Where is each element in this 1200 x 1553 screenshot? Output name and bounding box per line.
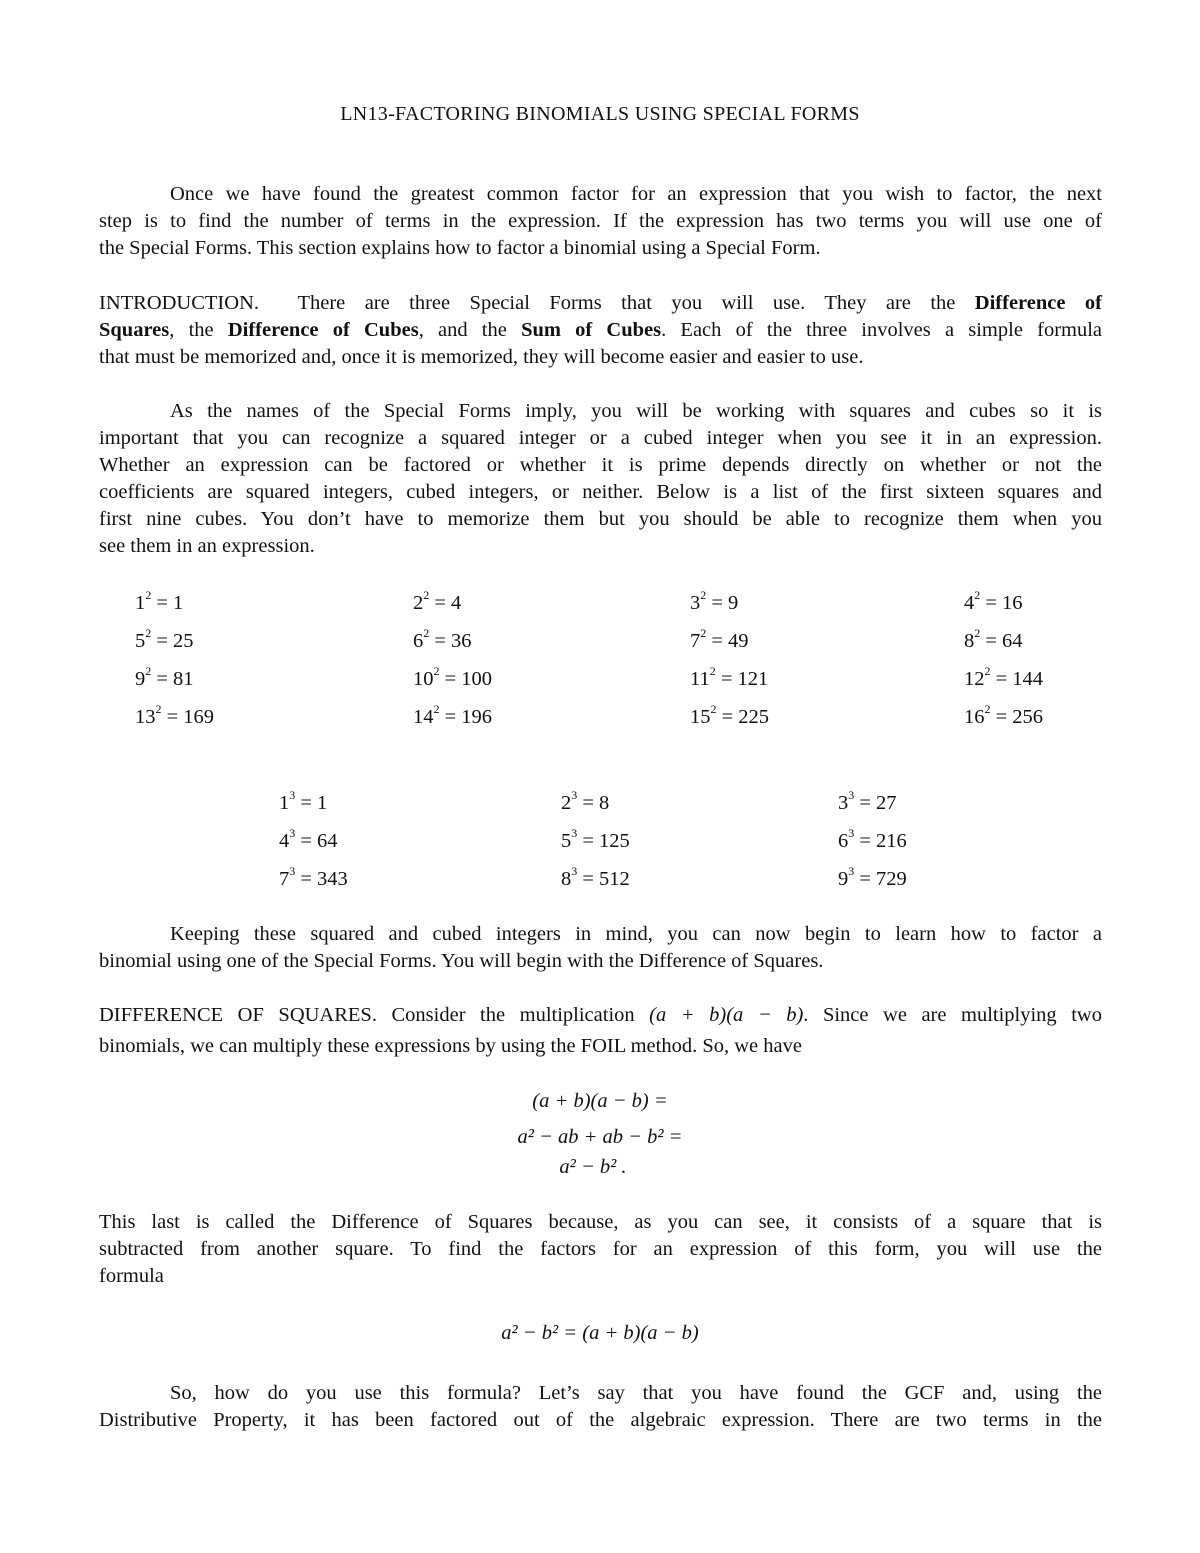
foil-step-1: (a + b)(a − b) =	[532, 1090, 668, 1112]
square-entry: $4^2 = 16$	[964, 588, 1023, 614]
cube-entry: $7^3 = 343$	[279, 864, 348, 890]
so-paragraph	[99, 1380, 1102, 1434]
page-title: LN13-FACTORING BINOMIALS USING SPECIAL FORMS	[340, 103, 860, 125]
names-line-3: Whether an expression can be factored or whether it is prime depends directly on whether or not the	[99, 454, 1102, 476]
square-entry: $1^2 = 1$	[135, 588, 184, 614]
names-line-2: important that you can recognize a squared integer or a cubed integer when you see it in an expression.	[99, 427, 1102, 449]
square-entry: $15^2 = 225$	[690, 702, 770, 728]
squares-row	[0, 628, 1200, 658]
names-line-5: first nine cubes. You don’t have to memorize them but you should be able to recognize them when you	[99, 508, 1102, 530]
introduction-text-3: , and the	[418, 319, 522, 341]
cubes-row	[0, 790, 1200, 820]
cube-entry: $3^3 = 27$	[838, 788, 897, 814]
square-entry: $8^2 = 64$	[964, 626, 1023, 652]
square-entry: $9^2 = 81$	[135, 664, 194, 690]
squares-row	[0, 704, 1200, 734]
so-line-1: So, how do you use this formula? Let’s say that you have found the GCF and, using the	[170, 1382, 1102, 1404]
names-line-1: As the names of the Special Forms imply, you will be working with squares and cubes so it is	[170, 400, 1102, 422]
last-line-1: This last is called the Difference of Squares because, as you can see, it consists of a square that is	[99, 1211, 1102, 1233]
names-line-4: coefficients are squared integers, cubed integers, or neither. Below is a list of the first sixteen squares and	[99, 481, 1102, 503]
intro-line-2: step is to find the number of terms in the expression. If the expression has two terms you will use one of	[99, 210, 1102, 232]
keeping-line-2: binomial using one of the Special Forms. You will begin with the Difference of Squares.	[99, 950, 824, 972]
dos-line-2: binomials, we can multiply these expressions by using the FOIL method. So, we have	[99, 1035, 802, 1057]
square-entry: $14^2 = 196$	[413, 702, 493, 728]
squares-row	[0, 590, 1200, 620]
square-entry: $10^2 = 100$	[413, 664, 493, 690]
names-line-6: see them in an expression.	[99, 535, 315, 557]
squares-row	[0, 666, 1200, 696]
dos-text-1: DIFFERENCE OF SQUARES. Consider the multiplication	[99, 1004, 650, 1026]
square-entry: $2^2 = 4$	[413, 588, 462, 614]
square-entry: $5^2 = 25$	[135, 626, 194, 652]
cube-entry: $8^3 = 512$	[561, 864, 630, 890]
cube-entry: $1^3 = 1$	[279, 788, 328, 814]
introduction-paragraph	[99, 290, 1102, 371]
square-entry: $6^2 = 36$	[413, 626, 472, 652]
difference-of-squares-formula: a² − b² = (a + b)(a − b)	[501, 1322, 699, 1344]
keeping-paragraph	[99, 921, 1102, 975]
difference-of-squares-paragraph	[99, 1002, 1102, 1060]
cube-entry: $5^3 = 125$	[561, 826, 630, 852]
bold-difference-of-cubes: Difference of Cubes	[227, 319, 419, 341]
cubes-row	[0, 828, 1200, 858]
square-entry: $11^2 = 121$	[690, 664, 769, 690]
intro-line-1: Once we have found the greatest common factor for an expression that you wish to factor, the next	[170, 183, 1102, 205]
dos-text-2: . Since we are multiplying two	[803, 1004, 1102, 1026]
last-line-2: subtracted from another square. To find the factors for an expression of this form, you will use the	[99, 1238, 1102, 1260]
cube-entry: $2^3 = 8$	[561, 788, 610, 814]
bold-difference-of: Difference of	[974, 292, 1102, 314]
bold-squares: Squares	[99, 319, 170, 341]
last-line-3: formula	[99, 1265, 164, 1287]
last-paragraph	[99, 1209, 1102, 1290]
names-paragraph	[99, 398, 1102, 560]
so-line-2: Distributive Property, it has been factored out of the algebraic expression. There are two terms in the	[99, 1409, 1102, 1431]
keeping-line-1: Keeping these squared and cubed integers in mind, you can now begin to learn how to factor a	[170, 923, 1102, 945]
square-entry: $13^2 = 169$	[135, 702, 215, 728]
square-entry: $7^2 = 49$	[690, 626, 749, 652]
dos-expression: (a + b)(a − b)	[649, 1004, 804, 1026]
introduction-text-1: There are three Special Forms that you will use. They are the	[297, 292, 975, 314]
cube-entry: $9^3 = 729$	[838, 864, 907, 890]
introduction-line-3: that must be memorized and, once it is memorized, they will become easier and easier to use.	[99, 346, 864, 368]
square-entry: $3^2 = 9$	[690, 588, 739, 614]
introduction-line-2	[99, 317, 1102, 344]
introduction-text-4: . Each of the three involves a simple formula	[661, 319, 1103, 341]
foil-step-2: a² − ab + ab − b² =	[517, 1126, 683, 1148]
intro-line-3: the Special Forms. This section explains how to factor a binomial using a Special Form.	[99, 237, 821, 259]
introduction-line-1	[99, 290, 1102, 317]
dos-line-1	[99, 1002, 1102, 1029]
foil-step-3: a² − b² .	[559, 1156, 627, 1178]
bold-sum-of-cubes: Sum of Cubes	[521, 319, 662, 341]
cube-entry: $6^3 = 216$	[838, 826, 907, 852]
introduction-label: INTRODUCTION.	[99, 292, 259, 314]
introduction-text-2: , the	[169, 319, 228, 341]
cube-entry: $4^3 = 64$	[279, 826, 338, 852]
square-entry: $16^2 = 256$	[964, 702, 1044, 728]
intro-paragraph	[99, 181, 1102, 262]
square-entry: $12^2 = 144$	[964, 664, 1044, 690]
cubes-row	[0, 866, 1200, 896]
